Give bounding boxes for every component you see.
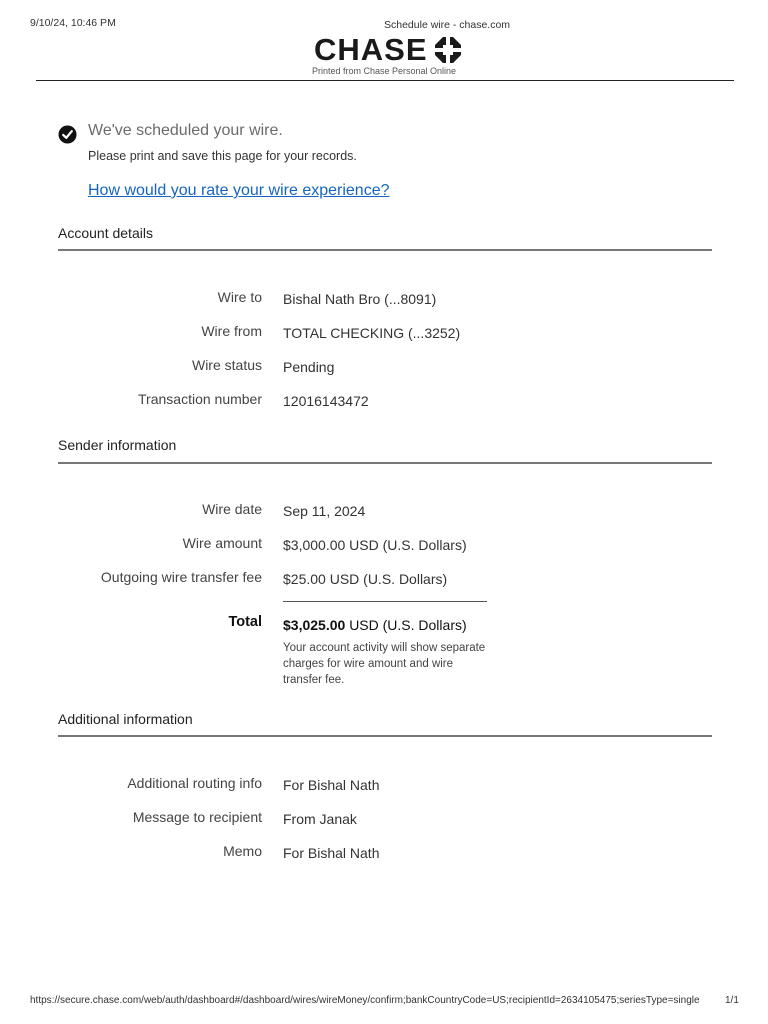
wire-amount-label: Wire amount: [182, 535, 262, 551]
chase-octagon-icon: [434, 36, 462, 64]
account-details-heading: Account details: [58, 225, 153, 241]
transaction-number-label: Transaction number: [138, 391, 262, 407]
routing-info-label: Additional routing info: [127, 775, 262, 791]
section-divider: [58, 735, 712, 737]
print-datetime: 9/10/24, 10:46 PM: [30, 17, 116, 29]
confirmation-title: We've scheduled your wire.: [88, 122, 283, 139]
routing-info-value: For Bishal Nath: [283, 777, 380, 793]
memo-label: Memo: [223, 843, 262, 859]
total-divider: [283, 601, 487, 602]
wire-from-value: TOTAL CHECKING (...3252): [283, 325, 461, 341]
additional-information-heading: Additional information: [58, 711, 193, 727]
print-page-number: 1/1: [725, 995, 739, 1006]
print-page-title: Schedule wire - chase.com: [384, 19, 511, 31]
wire-fee-label: Outgoing wire transfer fee: [100, 569, 262, 585]
wire-amount-value: $3,000.00 USD (U.S. Dollars): [283, 537, 467, 553]
print-footer-url: https://secure.chase.com/web/auth/dashboard#/dashboard/wires/wireMoney/confirm;bankCountryCode=US;recipientId=2634105475;seriesType=single: [30, 995, 700, 1006]
wire-to-label: Wire to: [217, 289, 262, 305]
check-circle-icon: [58, 125, 77, 144]
wire-date-value: Sep 11, 2024: [283, 503, 366, 519]
total-note: Your account activity will show separate charges for wire amount and wire transfer fee.: [283, 642, 486, 686]
rate-experience-link[interactable]: How would you rate your wire experience?: [88, 182, 390, 199]
wire-date-label: Wire date: [202, 501, 262, 517]
confirmation-subtitle: Please print and save this page for your records.: [88, 149, 357, 163]
brand-wordmark: CHASE: [314, 32, 428, 67]
wire-to-value: Bishal Nath Bro (...8091): [283, 291, 437, 307]
sender-information-heading: Sender information: [58, 437, 177, 453]
header-divider: [36, 80, 734, 81]
total-label: Total: [228, 614, 262, 630]
chase-logo: [314, 33, 462, 67]
printed-from-note: Printed from Chase Personal Online: [311, 66, 457, 76]
message-value: From Janak: [283, 811, 357, 827]
wire-fee-value: $25.00 USD (U.S. Dollars): [283, 571, 448, 587]
total-amount: $3,025.00: [283, 617, 346, 633]
section-divider: [58, 249, 712, 251]
total-value: [283, 617, 467, 633]
section-divider: [58, 462, 712, 464]
wire-status-label: Wire status: [191, 357, 262, 373]
wire-status-value: Pending: [283, 359, 335, 375]
transaction-number-value: 12016143472: [283, 393, 369, 409]
total-currency: USD (U.S. Dollars): [349, 617, 467, 633]
message-label: Message to recipient: [132, 809, 262, 825]
wire-from-label: Wire from: [201, 323, 262, 339]
memo-value: For Bishal Nath: [283, 845, 380, 861]
